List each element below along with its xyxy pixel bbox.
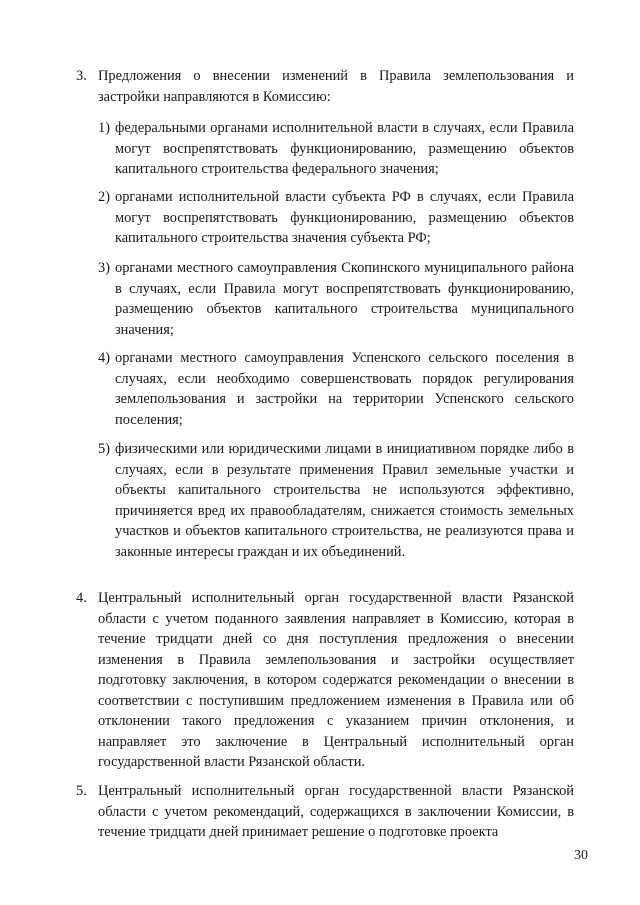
list-item-3 (76, 66, 574, 107)
sub-item-3 (98, 258, 574, 340)
sub-item-1 (98, 118, 574, 180)
item-text: органами исполнительной власти субъекта РФ в случаях, если Правила могут воспрепятствовать функционированию, размещению объектов капитального строительства значения субъекта РФ; (115, 189, 574, 246)
item-text: физическими или юридическими лицами в инициативном порядке либо в случаях, если в результате применения Правил земельные участки и объекты капитального строительства не используются эффективно, причиняется вред их правообладателям, снижается стоимость земельных участков и объектов капитального строительства, не реализуются права и законные интересы граждан и их объединений. (115, 441, 574, 560)
item-number: 3. (76, 68, 87, 84)
item-number: 4. (76, 590, 87, 606)
list-item-5 (76, 781, 574, 843)
item-number: 5) (98, 441, 110, 457)
item-text: Центральный исполнительный орган государственной власти Рязанской области с учетом поданного заявления направляет в Комиссию, которая в течение тридцати дней со дня поступления предложения о внесении изменения в Правила землепользования и застройки осуществляет подготовку заключения, в котором содержатся рекомендации о внесении в соответствии с поступившим предложением изменения в Правила или об отклонении такого предложения с указанием причин отклонения, и направляет это заключение в Центральный исполнительный орган государственной власти Рязанской области. (98, 590, 574, 770)
list-item-4 (76, 588, 574, 773)
item-number: 1) (98, 120, 110, 136)
item-text: Центральный исполнительный орган государственной власти Рязанской области с учетом рекомендаций, содержащихся в заключении Комиссии, в течение тридцати дней принимает решение о подготовке проекта (98, 783, 574, 840)
item-number: 3) (98, 260, 110, 276)
page-number: 30 (574, 848, 588, 863)
item-text: органами местного самоуправления Успенского сельского поселения в случаях, если необходимо совершенствовать порядок регулирования землепользования и застройки на территории Успенского сельского поселения; (115, 350, 574, 428)
item-text: Предложения о внесении изменений в Правила землепользования и застройки направляются в Комиссию: (98, 68, 574, 105)
sub-item-2 (98, 187, 574, 249)
sub-item-5 (98, 439, 574, 562)
item-number: 2) (98, 189, 110, 205)
item-text: федеральными органами исполнительной власти в случаях, если Правила могут воспрепятствовать функционированию, размещению объектов капитального строительства федерального значения; (115, 120, 574, 177)
item-number: 5. (76, 783, 87, 799)
sub-item-4 (98, 348, 574, 430)
item-number: 4) (98, 350, 110, 366)
item-text: органами местного самоуправления Скопинского муниципального района в случаях, если Правила могут воспрепятствовать функционированию, размещению объектов капитального строительства муниципального значения; (115, 260, 574, 338)
